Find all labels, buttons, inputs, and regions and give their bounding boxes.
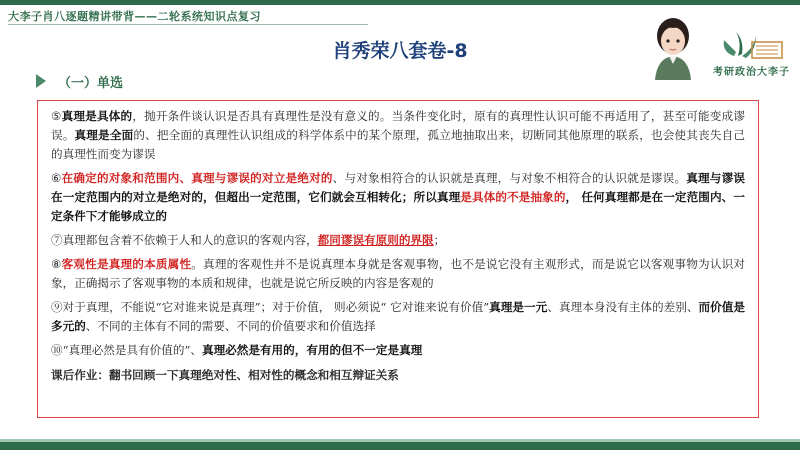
point-8-marker: ⑧ xyxy=(51,257,62,271)
slide-title: 肖秀荣八套卷-8 xyxy=(332,40,468,62)
section-label: （一）单选 xyxy=(58,75,124,91)
point-6-marker: ⑥ xyxy=(51,171,62,185)
point-9-text-c: 、不同的主体有不同的需要、不同的价值要求和价值选择 xyxy=(85,319,376,333)
point-6-red-a: 在确定的对象和范围内、真理与谬误的对立是绝对的 xyxy=(61,171,333,185)
point-8-text: 。真理的客观性并不是说真理本身就是客观事物，也不是说它没有主观形式，而是说它以客观事物为认识对象，正确揭示了客观事物的本质和规律，也就是说它所反映的内容是客观的 xyxy=(51,257,745,290)
point-5-text-b: 的、把全面的真理性认识组成的科学体系中的某个原理，孤立地抽取出来，切断同其他原理的联系，也会使其丧失自己的真理性而变为谬误 xyxy=(51,128,745,161)
point-9-bold-b: 而价值是多元的 xyxy=(51,300,745,333)
arrow-right-icon xyxy=(36,74,46,88)
point-9-text-b: 、真理本身没有主体的差别、 xyxy=(547,300,699,314)
point-8-red: 客观性是真理的本质属性 xyxy=(61,257,192,271)
point-10-text: ⑩“真理必然是具有价值的”、 xyxy=(51,343,202,357)
point-6-bold: 真理与谬误在一定范围内的对立是绝对的，但超出一定范围，它们就会互相转化；所以真理 xyxy=(51,171,745,204)
point-8 xyxy=(51,255,745,293)
point-5-text-a: ，抛开条件谈认识是否具有真理性是没有意义的。当条件变化时，原有的真理性认识可能不再适用了，甚至可能变成谬误。 xyxy=(51,109,745,142)
section-heading xyxy=(36,73,123,89)
homework-note: 课后作业：翻书回顾一下真理绝对性、相对性的概念和相互辩证关系 xyxy=(51,368,399,382)
series-title-underline xyxy=(8,24,368,25)
point-10-bold: 真理必然是有用的，有用的但不一定是真理 xyxy=(201,343,423,357)
point-10 xyxy=(51,341,745,360)
point-6-bold-b: ， 任何真理都是在一定范围内、一定条件下才能够成立的 xyxy=(51,190,745,223)
bottom-accent-strip xyxy=(0,442,800,450)
content-box xyxy=(37,100,759,418)
logo-text: 考研政治大李子 xyxy=(713,67,790,78)
point-5-marker: ⑤ xyxy=(51,109,62,123)
point-9 xyxy=(51,298,745,336)
point-5-bold-a: 真理是具体的 xyxy=(61,109,133,123)
point-6 xyxy=(51,169,745,226)
point-7-red: 都同谬误有原则的界限 xyxy=(317,233,434,247)
teacher-avatar xyxy=(645,14,701,80)
series-title: 大李子肖八逐题精讲带背——二轮系统知识点复习 xyxy=(8,10,261,23)
point-9-text-a: ⑨对于真理，不能说“它对谁来说是真理”；对于价值， 则必须说“ 它对谁来说有价值” xyxy=(51,300,490,314)
point-7-text: ⑦真理都包含着不依赖于人和人的意识的客观内容， xyxy=(51,233,318,247)
point-7-end: ； xyxy=(433,233,446,247)
point-7 xyxy=(51,231,745,250)
point-5 xyxy=(51,107,745,164)
point-6-text-a: 、与对象相符合的认识就是真理，与对象不相符合的认识就是谬误。 xyxy=(332,171,687,185)
point-9-bold-a: 真理是一元 xyxy=(489,300,548,314)
point-5-bold-b: 真理是全面 xyxy=(74,128,134,142)
point-6-red-b: 是具体的不是抽象的 xyxy=(460,190,566,204)
top-accent-strip xyxy=(0,0,800,5)
